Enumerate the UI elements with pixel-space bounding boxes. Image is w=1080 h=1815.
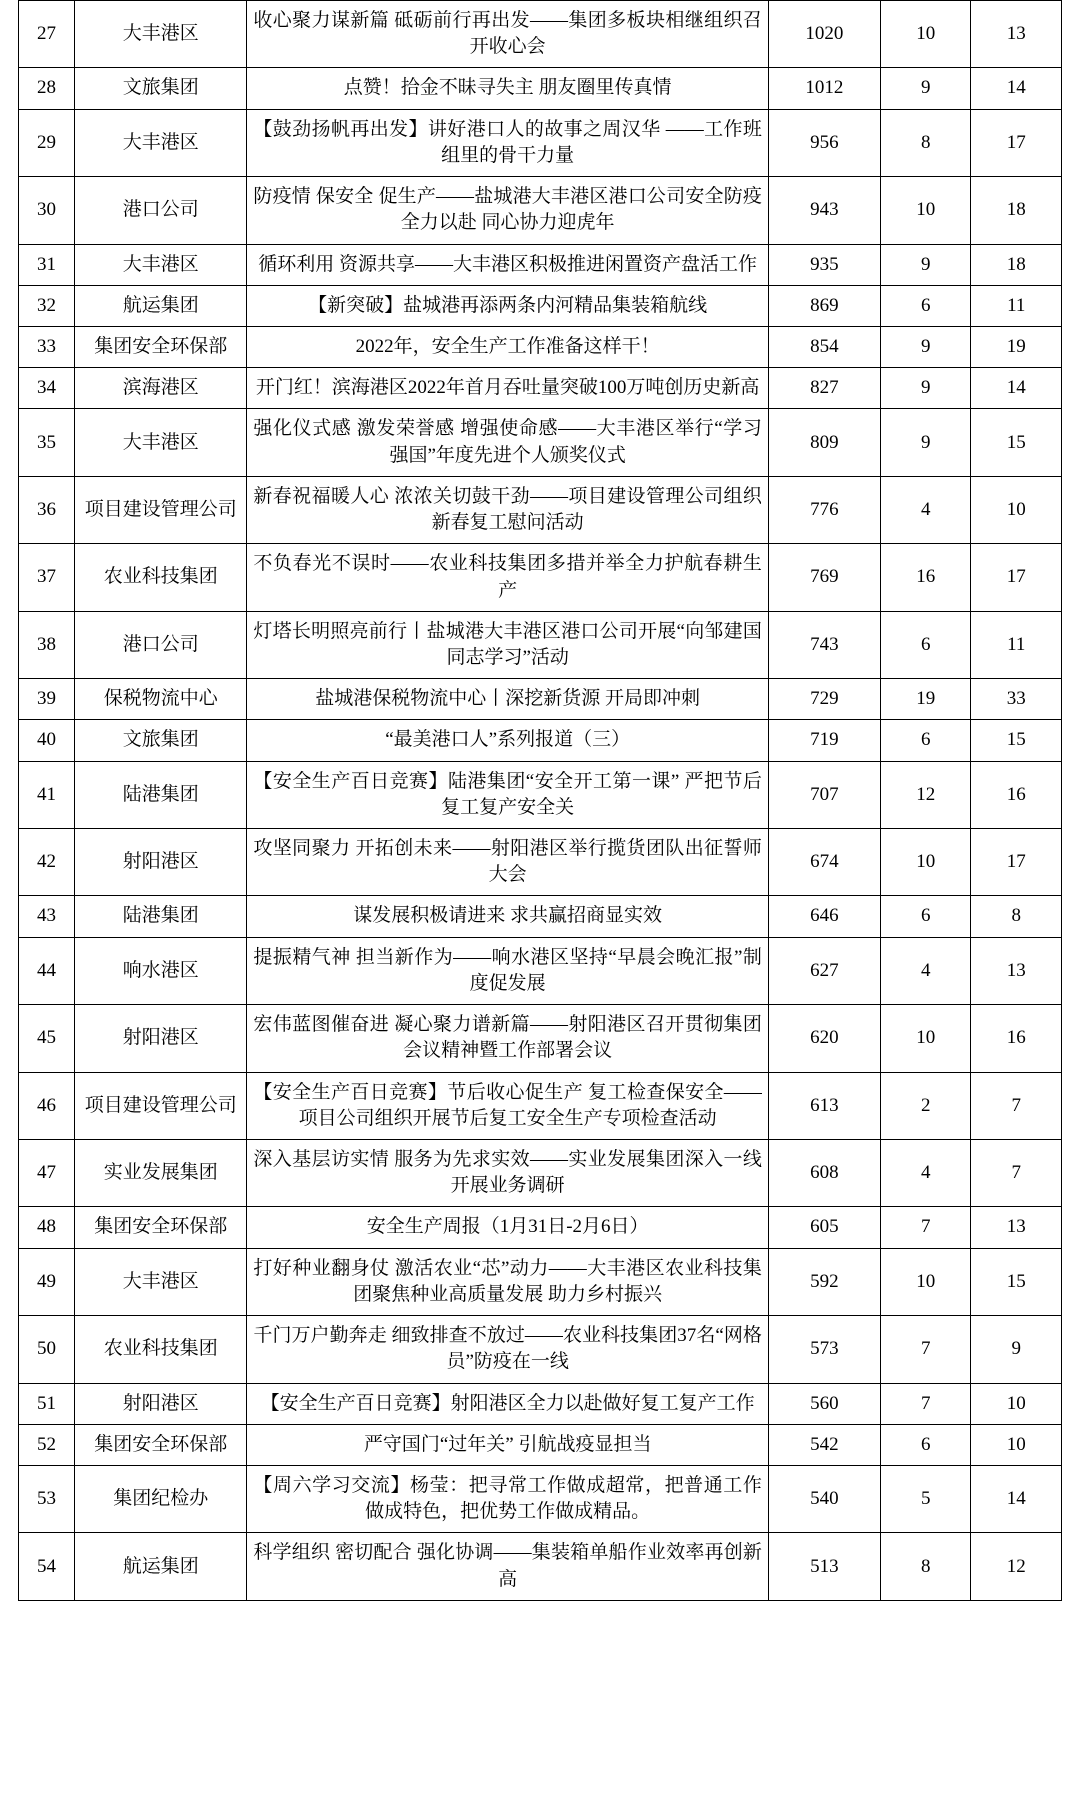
table-row bbox=[19, 68, 1062, 109]
table-row bbox=[19, 1140, 1062, 1207]
table-row bbox=[19, 829, 1062, 896]
row-like-count: 8 bbox=[880, 109, 971, 176]
row-read-count: 809 bbox=[768, 409, 880, 476]
row-like-count: 4 bbox=[880, 937, 971, 1004]
row-watching-count: 14 bbox=[971, 368, 1062, 409]
row-watching-count: 11 bbox=[971, 611, 1062, 678]
row-department: 集团安全环保部 bbox=[75, 326, 247, 367]
row-index: 46 bbox=[19, 1072, 75, 1139]
row-like-count: 10 bbox=[880, 1, 971, 68]
row-watching-count: 17 bbox=[971, 829, 1062, 896]
row-read-count: 1020 bbox=[768, 1, 880, 68]
row-watching-count: 7 bbox=[971, 1072, 1062, 1139]
row-title: 【安全生产百日竞赛】陆港集团“安全开工第一课” 严把节后复工复产安全关 bbox=[247, 761, 769, 828]
row-department: 农业科技集团 bbox=[75, 544, 247, 611]
table-row bbox=[19, 1, 1062, 68]
row-title: 循环利用 资源共享——大丰港区积极推进闲置资产盘活工作 bbox=[247, 244, 769, 285]
table-row bbox=[19, 1207, 1062, 1248]
row-index: 36 bbox=[19, 476, 75, 543]
row-department: 射阳港区 bbox=[75, 1005, 247, 1072]
row-title: 攻坚同聚力 开拓创未来——射阳港区举行揽货团队出征誓师大会 bbox=[247, 829, 769, 896]
row-watching-count: 13 bbox=[971, 1207, 1062, 1248]
table-row bbox=[19, 1465, 1062, 1532]
table-row bbox=[19, 896, 1062, 937]
row-title: 防疫情 保安全 促生产——盐城港大丰港区港口公司安全防疫全力以赴 同心协力迎虎年 bbox=[247, 177, 769, 244]
row-read-count: 719 bbox=[768, 720, 880, 761]
row-read-count: 646 bbox=[768, 896, 880, 937]
table-row bbox=[19, 611, 1062, 678]
row-like-count: 16 bbox=[880, 544, 971, 611]
row-department: 项目建设管理公司 bbox=[75, 1072, 247, 1139]
table-row bbox=[19, 368, 1062, 409]
row-read-count: 605 bbox=[768, 1207, 880, 1248]
row-watching-count: 17 bbox=[971, 109, 1062, 176]
row-department: 响水港区 bbox=[75, 937, 247, 1004]
row-department: 大丰港区 bbox=[75, 1, 247, 68]
table-row bbox=[19, 1533, 1062, 1600]
row-index: 39 bbox=[19, 679, 75, 720]
row-title: 【新突破】盐城港再添两条内河精品集装箱航线 bbox=[247, 285, 769, 326]
table-row bbox=[19, 1316, 1062, 1383]
row-watching-count: 9 bbox=[971, 1316, 1062, 1383]
row-read-count: 513 bbox=[768, 1533, 880, 1600]
row-index: 28 bbox=[19, 68, 75, 109]
row-title: 2022年，安全生产工作准备这样干！ bbox=[247, 326, 769, 367]
row-like-count: 7 bbox=[880, 1207, 971, 1248]
row-like-count: 2 bbox=[880, 1072, 971, 1139]
row-index: 44 bbox=[19, 937, 75, 1004]
row-watching-count: 13 bbox=[971, 937, 1062, 1004]
row-watching-count: 14 bbox=[971, 68, 1062, 109]
row-like-count: 9 bbox=[880, 68, 971, 109]
table-row bbox=[19, 720, 1062, 761]
row-index: 34 bbox=[19, 368, 75, 409]
row-index: 33 bbox=[19, 326, 75, 367]
row-read-count: 869 bbox=[768, 285, 880, 326]
row-watching-count: 18 bbox=[971, 244, 1062, 285]
row-index: 31 bbox=[19, 244, 75, 285]
row-index: 35 bbox=[19, 409, 75, 476]
row-department: 大丰港区 bbox=[75, 1248, 247, 1315]
table-row bbox=[19, 1383, 1062, 1424]
row-title: 严守国门“过年关” 引航战疫显担当 bbox=[247, 1424, 769, 1465]
row-watching-count: 12 bbox=[971, 1533, 1062, 1600]
row-like-count: 9 bbox=[880, 326, 971, 367]
row-title: 【周六学习交流】杨莹：把寻常工作做成超常，把普通工作做成特色，把优势工作做成精品。 bbox=[247, 1465, 769, 1532]
row-read-count: 620 bbox=[768, 1005, 880, 1072]
row-department: 陆港集团 bbox=[75, 896, 247, 937]
row-index: 38 bbox=[19, 611, 75, 678]
row-like-count: 10 bbox=[880, 177, 971, 244]
row-index: 49 bbox=[19, 1248, 75, 1315]
row-index: 47 bbox=[19, 1140, 75, 1207]
row-index: 40 bbox=[19, 720, 75, 761]
row-title: 【安全生产百日竞赛】节后收心促生产 复工检查保安全——项目公司组织开展节后复工安全生产专项检查活动 bbox=[247, 1072, 769, 1139]
row-read-count: 573 bbox=[768, 1316, 880, 1383]
row-read-count: 613 bbox=[768, 1072, 880, 1139]
row-index: 32 bbox=[19, 285, 75, 326]
row-watching-count: 7 bbox=[971, 1140, 1062, 1207]
row-department: 大丰港区 bbox=[75, 409, 247, 476]
row-read-count: 674 bbox=[768, 829, 880, 896]
row-department: 航运集团 bbox=[75, 1533, 247, 1600]
row-department: 保税物流中心 bbox=[75, 679, 247, 720]
table-row bbox=[19, 177, 1062, 244]
table-row bbox=[19, 326, 1062, 367]
row-index: 54 bbox=[19, 1533, 75, 1600]
row-index: 37 bbox=[19, 544, 75, 611]
row-index: 41 bbox=[19, 761, 75, 828]
row-title: 【鼓劲扬帆再出发】讲好港口人的故事之周汉华 ——工作班组里的骨干力量 bbox=[247, 109, 769, 176]
row-department: 集团安全环保部 bbox=[75, 1207, 247, 1248]
row-watching-count: 14 bbox=[971, 1465, 1062, 1532]
row-title: 开门红！滨海港区2022年首月吞吐量突破100万吨创历史新高 bbox=[247, 368, 769, 409]
row-index: 45 bbox=[19, 1005, 75, 1072]
row-department: 射阳港区 bbox=[75, 829, 247, 896]
row-read-count: 854 bbox=[768, 326, 880, 367]
row-read-count: 542 bbox=[768, 1424, 880, 1465]
row-read-count: 743 bbox=[768, 611, 880, 678]
article-statistics-table bbox=[18, 0, 1062, 1601]
table-row bbox=[19, 409, 1062, 476]
row-like-count: 6 bbox=[880, 1424, 971, 1465]
row-read-count: 560 bbox=[768, 1383, 880, 1424]
row-watching-count: 18 bbox=[971, 177, 1062, 244]
row-index: 52 bbox=[19, 1424, 75, 1465]
table-row bbox=[19, 244, 1062, 285]
row-like-count: 4 bbox=[880, 1140, 971, 1207]
row-read-count: 592 bbox=[768, 1248, 880, 1315]
table-row bbox=[19, 761, 1062, 828]
row-read-count: 707 bbox=[768, 761, 880, 828]
row-like-count: 6 bbox=[880, 285, 971, 326]
row-watching-count: 10 bbox=[971, 1424, 1062, 1465]
row-department: 实业发展集团 bbox=[75, 1140, 247, 1207]
row-index: 30 bbox=[19, 177, 75, 244]
row-like-count: 5 bbox=[880, 1465, 971, 1532]
row-title: 宏伟蓝图催奋进 凝心聚力谱新篇——射阳港区召开贯彻集团会议精神暨工作部署会议 bbox=[247, 1005, 769, 1072]
row-like-count: 10 bbox=[880, 829, 971, 896]
row-watching-count: 33 bbox=[971, 679, 1062, 720]
row-like-count: 6 bbox=[880, 720, 971, 761]
row-title: 科学组织 密切配合 强化协调——集装箱单船作业效率再创新高 bbox=[247, 1533, 769, 1600]
row-index: 48 bbox=[19, 1207, 75, 1248]
row-title: 点赞！拾金不昧寻失主 朋友圈里传真情 bbox=[247, 68, 769, 109]
row-index: 51 bbox=[19, 1383, 75, 1424]
row-department: 港口公司 bbox=[75, 611, 247, 678]
row-title: 打好种业翻身仗 激活农业“芯”动力——大丰港区农业科技集团聚焦种业高质量发展 助力乡村振兴 bbox=[247, 1248, 769, 1315]
row-like-count: 10 bbox=[880, 1248, 971, 1315]
row-department: 文旅集团 bbox=[75, 720, 247, 761]
table-row bbox=[19, 109, 1062, 176]
row-index: 27 bbox=[19, 1, 75, 68]
row-like-count: 8 bbox=[880, 1533, 971, 1600]
row-like-count: 7 bbox=[880, 1383, 971, 1424]
table-row bbox=[19, 476, 1062, 543]
row-title: 新春祝福暖人心 浓浓关切鼓干劲——项目建设管理公司组织新春复工慰问活动 bbox=[247, 476, 769, 543]
row-read-count: 540 bbox=[768, 1465, 880, 1532]
row-title: 【安全生产百日竞赛】射阳港区全力以赴做好复工复产工作 bbox=[247, 1383, 769, 1424]
row-read-count: 729 bbox=[768, 679, 880, 720]
row-watching-count: 16 bbox=[971, 1005, 1062, 1072]
row-watching-count: 17 bbox=[971, 544, 1062, 611]
row-title: 不负春光不误时——农业科技集团多措并举全力护航春耕生产 bbox=[247, 544, 769, 611]
table-row bbox=[19, 937, 1062, 1004]
row-read-count: 943 bbox=[768, 177, 880, 244]
row-watching-count: 15 bbox=[971, 409, 1062, 476]
row-title: 安全生产周报（1月31日-2月6日） bbox=[247, 1207, 769, 1248]
row-department: 射阳港区 bbox=[75, 1383, 247, 1424]
table-body bbox=[19, 1, 1062, 1601]
row-read-count: 769 bbox=[768, 544, 880, 611]
row-watching-count: 13 bbox=[971, 1, 1062, 68]
row-watching-count: 19 bbox=[971, 326, 1062, 367]
row-like-count: 6 bbox=[880, 896, 971, 937]
row-department: 港口公司 bbox=[75, 177, 247, 244]
row-read-count: 608 bbox=[768, 1140, 880, 1207]
row-watching-count: 10 bbox=[971, 1383, 1062, 1424]
table-row bbox=[19, 1424, 1062, 1465]
row-watching-count: 8 bbox=[971, 896, 1062, 937]
row-department: 大丰港区 bbox=[75, 109, 247, 176]
row-like-count: 9 bbox=[880, 244, 971, 285]
row-watching-count: 10 bbox=[971, 476, 1062, 543]
row-department: 集团安全环保部 bbox=[75, 1424, 247, 1465]
row-like-count: 9 bbox=[880, 368, 971, 409]
row-watching-count: 16 bbox=[971, 761, 1062, 828]
row-index: 53 bbox=[19, 1465, 75, 1532]
row-department: 项目建设管理公司 bbox=[75, 476, 247, 543]
row-like-count: 12 bbox=[880, 761, 971, 828]
row-read-count: 627 bbox=[768, 937, 880, 1004]
row-like-count: 6 bbox=[880, 611, 971, 678]
row-title: 盐城港保税物流中心丨深挖新货源 开局即冲刺 bbox=[247, 679, 769, 720]
row-title: 千门万户勤奔走 细致排查不放过——农业科技集团37名“网格员”防疫在一线 bbox=[247, 1316, 769, 1383]
table-row bbox=[19, 679, 1062, 720]
row-title: 提振精气神 担当新作为——响水港区坚持“早晨会晚汇报”制度促发展 bbox=[247, 937, 769, 1004]
row-department: 文旅集团 bbox=[75, 68, 247, 109]
row-department: 航运集团 bbox=[75, 285, 247, 326]
row-title: 谋发展积极请进来 求共赢招商显实效 bbox=[247, 896, 769, 937]
table-row bbox=[19, 1005, 1062, 1072]
row-index: 42 bbox=[19, 829, 75, 896]
row-read-count: 827 bbox=[768, 368, 880, 409]
row-index: 29 bbox=[19, 109, 75, 176]
row-department: 陆港集团 bbox=[75, 761, 247, 828]
table-row bbox=[19, 285, 1062, 326]
row-department: 集团纪检办 bbox=[75, 1465, 247, 1532]
row-index: 50 bbox=[19, 1316, 75, 1383]
row-read-count: 935 bbox=[768, 244, 880, 285]
row-index: 43 bbox=[19, 896, 75, 937]
row-like-count: 10 bbox=[880, 1005, 971, 1072]
row-department: 大丰港区 bbox=[75, 244, 247, 285]
table-row bbox=[19, 544, 1062, 611]
row-like-count: 19 bbox=[880, 679, 971, 720]
row-like-count: 7 bbox=[880, 1316, 971, 1383]
row-read-count: 776 bbox=[768, 476, 880, 543]
row-read-count: 1012 bbox=[768, 68, 880, 109]
row-title: 强化仪式感 激发荣誉感 增强使命感——大丰港区举行“学习强国”年度先进个人颁奖仪式 bbox=[247, 409, 769, 476]
row-watching-count: 15 bbox=[971, 1248, 1062, 1315]
table-row bbox=[19, 1072, 1062, 1139]
row-read-count: 956 bbox=[768, 109, 880, 176]
row-department: 滨海港区 bbox=[75, 368, 247, 409]
row-like-count: 4 bbox=[880, 476, 971, 543]
row-title: 灯塔长明照亮前行丨盐城港大丰港区港口公司开展“向邹建国同志学习”活动 bbox=[247, 611, 769, 678]
row-title: 收心聚力谋新篇 砥砺前行再出发——集团多板块相继组织召开收心会 bbox=[247, 1, 769, 68]
row-watching-count: 15 bbox=[971, 720, 1062, 761]
row-title: “最美港口人”系列报道（三） bbox=[247, 720, 769, 761]
row-like-count: 9 bbox=[880, 409, 971, 476]
table-row bbox=[19, 1248, 1062, 1315]
row-department: 农业科技集团 bbox=[75, 1316, 247, 1383]
row-watching-count: 11 bbox=[971, 285, 1062, 326]
row-title: 深入基层访实情 服务为先求实效——实业发展集团深入一线开展业务调研 bbox=[247, 1140, 769, 1207]
